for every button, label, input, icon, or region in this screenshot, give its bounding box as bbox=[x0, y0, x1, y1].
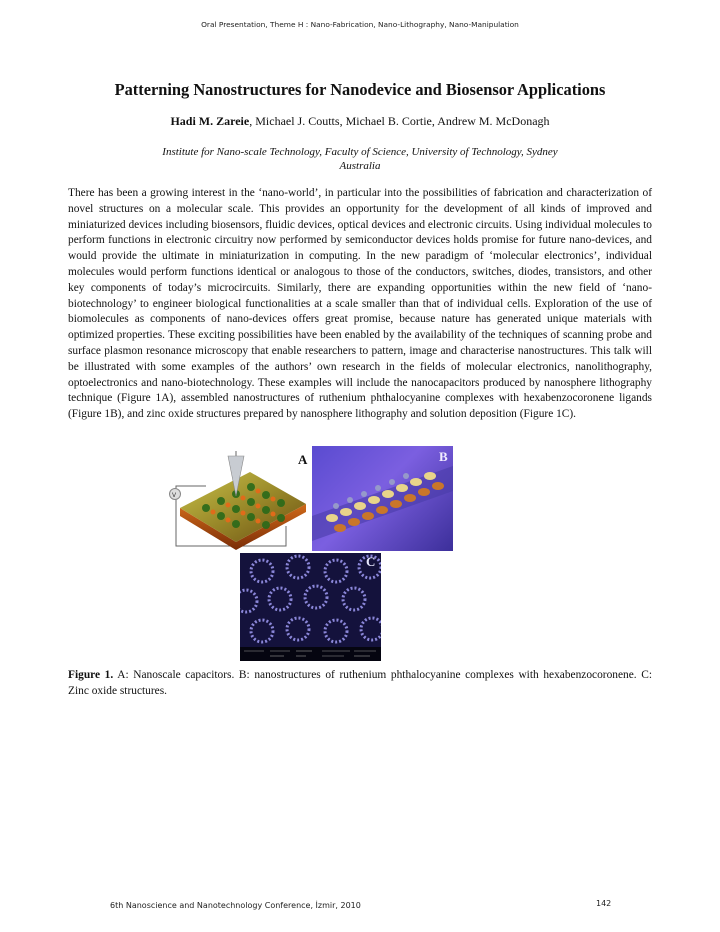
panel-a-label: A bbox=[298, 452, 308, 467]
caption-label: Figure 1. bbox=[68, 669, 114, 681]
figure-panel-b bbox=[312, 446, 453, 551]
affiliation bbox=[0, 145, 720, 173]
svg-text:V: V bbox=[172, 492, 177, 499]
affiliation-line-2: Australia bbox=[339, 160, 381, 172]
co-authors: , Michael J. Coutts, Michael B. Cortie, Andrew M. McDonagh bbox=[249, 114, 550, 128]
panel-b-label: B bbox=[439, 449, 448, 464]
abstract-paragraph: There has been a growing interest in the ‘nano-world’, in particular into the possibilities of fabrication and characterization of novel structures on a molecular scale. This provides an opportunity for the development of all kinds of improved and miniaturized devices including biosensors, fluidic devices, optical devices and electronic circuits. Using individual molecules to perform functions in electronic circuitry now performed by semiconductor devices holds promise for future nano-devices, and would provide the ultimate in miniaturization in computing. In the new paradigm of ‘molecular electronics’, individual molecules would perform functions identical or analogous to those of the conductors, switches, diodes, transistors, and other key components of today’s microcircuits. Similarly, there are expanding opportunities within the new field of ‘nano-biotechnology’ to engineer biological functionalities at a scale smaller than that of individual cells. Exploration of the use of biomolecules as components of nano-devices offers great promise, because nature has generated unique materials with optimized properties. These exciting possibilities have been enabled by the availability of the techniques of scanning probe and surface plasmon resonance microscopy that enable researchers to pattern, image and characterise nanostructures. This talk will be illustrated with some examples of the authors’ own research in the fields of molecular electronics, nanolithography, optoelectronics and nano-biotechnology. These examples will include the nanocapacitors produced by nanosphere lithography technique (Figure 1A), assembled nanostructures of ruthenium phthalocyanine complexes with hexabenzocoronene ligands (Figure 1B), and zinc oxide structures prepared by nanosphere lithography and solution deposition (Figure 1C). bbox=[68, 187, 652, 421]
page-number: 142 bbox=[596, 899, 612, 908]
footer-conference: 6th Nanoscience and Nanotechnology Conference, İzmir, 2010 bbox=[110, 901, 361, 910]
running-header: Oral Presentation, Theme H : Nano-Fabrication, Nano-Lithography, Nano-Manipulation bbox=[201, 20, 519, 29]
author-list bbox=[0, 114, 720, 129]
caption-text: A: Nanoscale capacitors. B: nanostructures of ruthenium phthalocyanine complexes with hexabenzocoronene. C: Zinc oxide structures. bbox=[68, 669, 653, 697]
panel-c-illustration bbox=[240, 553, 381, 661]
panel-c-label: C bbox=[366, 554, 376, 569]
figure-panel-a bbox=[166, 446, 309, 551]
panel-b-illustration bbox=[312, 446, 453, 551]
paper-title: Patterning Nanostructures for Nanodevice and Biosensor Applications bbox=[114, 80, 606, 99]
figure-panel-c bbox=[240, 553, 381, 661]
affiliation-line-1: Institute for Nano-scale Technology, Faculty of Science, University of Technology, Sydney bbox=[162, 146, 558, 158]
presenting-author: Hadi M. Zareie bbox=[170, 114, 250, 128]
panel-a-illustration bbox=[166, 446, 309, 551]
figure-caption bbox=[68, 668, 652, 700]
